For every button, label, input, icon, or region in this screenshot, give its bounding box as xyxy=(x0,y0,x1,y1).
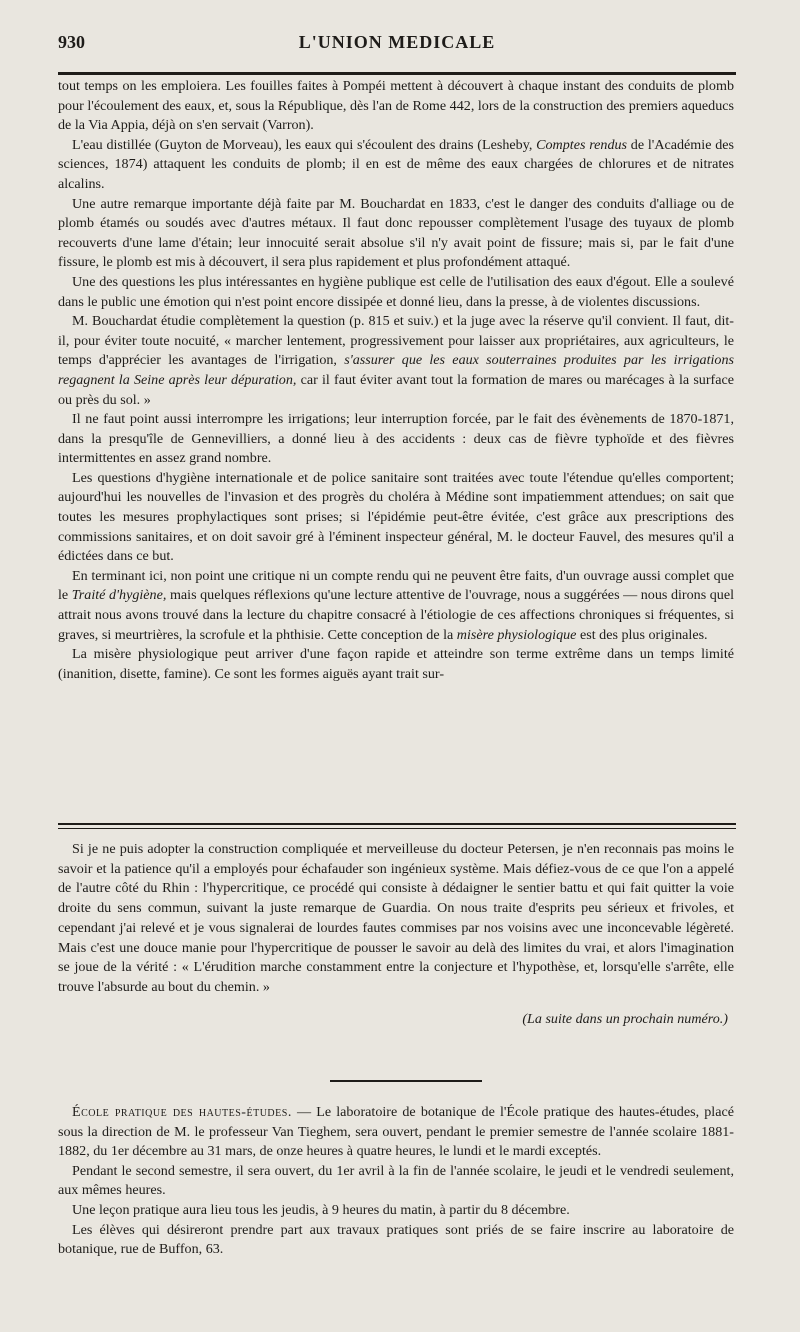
page-number: 930 xyxy=(58,32,85,52)
notice-title: École pratique des hautes-études. xyxy=(72,1104,292,1120)
page-header xyxy=(58,32,736,66)
notice-paragraph-2: Pendant le second semestre, il sera ouvert, du 1er avril à la fin de l'année scolaire, le jeudi et le vendredi seulement, aux mêmes heures. xyxy=(58,1162,734,1199)
paragraph-6: Il ne faut point aussi interrompre les irrigations; leur interruption forcée, par le fait des évènements de 1870-1871, dans la presqu'île de Gennevilliers, a donné lieu à des accidents : deux cas de fièvre typhoïde et des fièvres intermittentes en assez grand nombre. xyxy=(58,411,734,467)
footnote-text: Si je ne puis adopter la construction compliquée et merveilleuse du docteur Petersen, je n'en reconnais pas moins le savoir et la patience qu'il a employés pour échafauder son ingénieux système. Mais défiez-vous de ce que l'on a appelé de l'autre côté du Rhin : l'hypercritique, ce procédé qui consiste à dédaigner le sentier battu et qui fait quitter la voie droite du sens commun, suivant la juste remarque de Guardia. On nous traite d'esprits peu sérieux et frivoles, et cependant j'ai relevé et je vous signalerai de lourdes fautes commises par nos voisins avec une inconcevable légèreté. Mais c'est une douce manie pour l'hypercritique de pousser le savoir au delà des limites du vrai, et alors l'imagination se joue de la vérité : « L'érudition marche constamment entre la conjecture et l'hypothèse, et, lorsqu'elle s'arrête, elle trouve l'absurde au bout du chemin. » xyxy=(58,841,734,995)
paragraph-9: La misère physiologique peut arriver d'une façon rapide et atteindre son terme extrême dans un temps limité (inanition, disette, famine). Ce sont les formes aiguës ayant trait sur- xyxy=(58,646,734,682)
short-divider xyxy=(330,1080,482,1082)
paragraph-1: tout temps on les emploiera. Les fouilles faites à Pompéi mettent à découvert à chaque instant des conduits de plomb pour l'écoulement des eaux, et, sous la République, dès l'an de Rome 442, lors de la construction des premiers aqueducs de la Via Appia, déjà on s'en servait (Varron). xyxy=(58,78,734,134)
journal-title: L'UNION MEDICALE xyxy=(298,32,496,52)
paragraph-7: Les questions d'hygiène internationale et de police sanitaire sont traitées avec toute l'étendue qu'elles comportent; aujourd'hui les nouvelles de l'invasion et des progrès du choléra à Médine sont impatiemment attendues; on sait que toutes les mesures prophylactiques sont prises; si l'épidémie peut-être évitée, c'est grâce aux prescriptions des commissions sanitaires, et on doit savoir gré à l'éminent inspecteur général, M. le docteur Fauvel, des mesures qu'il a édictées dans ce but. xyxy=(58,469,734,565)
paragraph-5: M. Bouchardat étudie complètement la question (p. 815 et suiv.) et la juge avec la réserve qu'il convient. Il faut, dit-il, pour éviter toute nocuité, « marcher lentement, progressivement pour laisser aux propriétaires, aux agriculteurs, le temps d'apprécier les avantages de l'irrigation, s'assurer que les eaux souterraines produites par les irrigations regagnent la Seine après leur dépuration, car il faut éviter avant tout la formation de mares ou marécages à la surface ou près du sol. » xyxy=(58,313,734,408)
article-body xyxy=(58,77,734,684)
laboratory-notice xyxy=(58,1103,734,1260)
notice-paragraph-4: Les élèves qui désireront prendre part aux travaux pratiques sont priés de se faire inscrire au laboratoire de botanique, rue de Buffon, 63. xyxy=(58,1221,734,1258)
paragraph-2: L'eau distillée (Guyton de Morveau), les eaux qui s'écoulent des drains (Lesheby, Comptes rendus de l'Académie des sciences, 1874) attaquent les conduits de plomb; il en est de même des eaux chargées de chlorures et de nitrates alcalins. xyxy=(58,136,734,192)
continued-footnote xyxy=(58,840,734,1029)
paragraph-3: Une autre remarque importante déjà faite par M. Bouchardat en 1833, c'est le danger des conduits d'alliage ou de plomb étamés ou soudés avec d'autres métaux. Il faut donc repousser complètement l'usage des tuyaux de plomb recouverts d'une lame d'étain; leur innocuité serait absolue s'il n'y avait point de fissure; mais si, par le fait d'une fissure, le plomb est mis à découvert, il sera plus rapidement et plus profondément attaqué. xyxy=(58,195,734,271)
paragraph-4: Une des questions les plus intéressantes en hygiène publique est celle de l'utilisation des eaux d'égout. Elle a soulevé dans le public une émotion qui n'est point encore dissipée et donné lieu, dans la presse, à de violentes discussions. xyxy=(58,273,734,310)
paragraph-8: En terminant ici, non point une critique ni un compte rendu qui ne peuvent être faits, d'un ouvrage aussi complet que le Traité d'hygiène, mais quelques réflexions qu'une lecture attentive de l'ouvrage, nous a suggérées — nous dirons quel attrait nous avons trouvé dans la lecture du chapitre consacré à l'étiologie de ces affections chroniques si fréquentes, si graves, si meurtrières, la scrofule et la phthisie. Cette conception de la misère physiologique est des plus originales. xyxy=(58,567,734,643)
section-divider xyxy=(58,823,736,829)
header-rule xyxy=(58,72,736,75)
notice-paragraph-3: Une leçon pratique aura lieu tous les jeudis, à 9 heures du matin, à partir du 8 décembre. xyxy=(72,1201,570,1218)
continuation-note: (La suite dans un prochain numéro.) xyxy=(522,1010,728,1027)
notice-paragraph-1: École pratique des hautes-études. — Le laboratoire de botanique de l'École pratique des hautes-études, placé sous la direction de M. le professeur Van Tieghem, sera ouvert, pendant le premier semestre de l'année scolaire 1881-1882, du 1er décembre au 31 mars, de onze heures à quatre heures, le lundi et le mardi exceptés. xyxy=(58,1104,734,1160)
